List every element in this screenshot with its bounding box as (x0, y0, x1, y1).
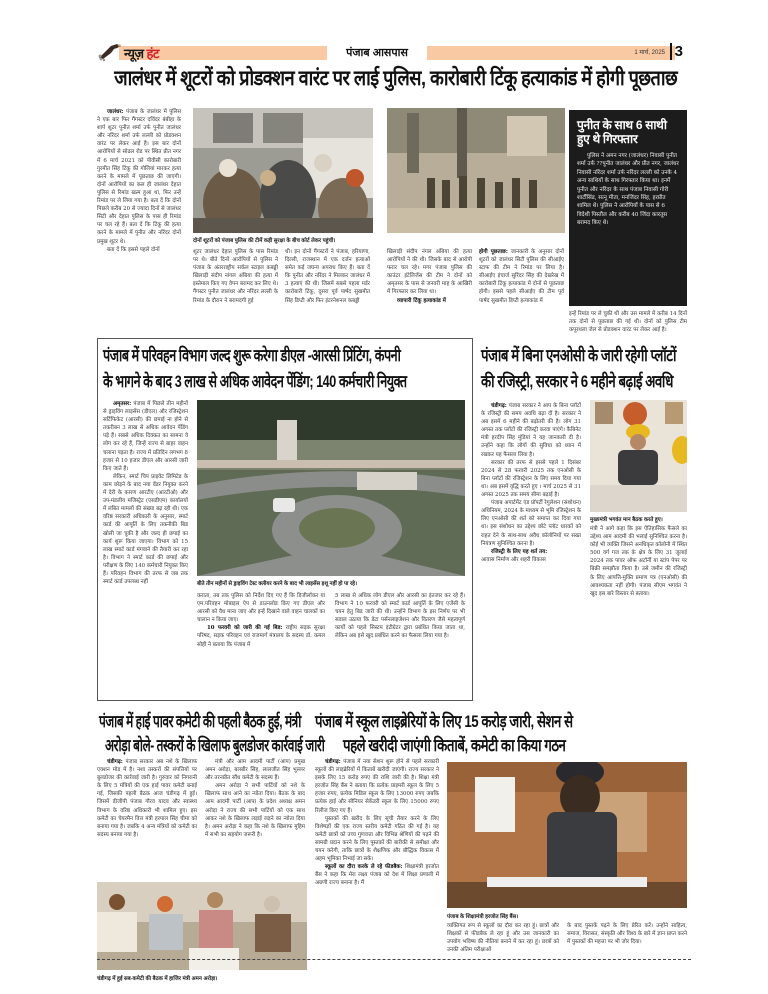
story1-photo-court-crowd (387, 108, 565, 233)
story1-col3: थी। इन दोनों गैंगस्टरों ने पंजाब, हरियाणा, दिल्ली, राजस्थान में एक दर्जन हत्याओं समेत कई जघन्य अपराध किए हैं। बता दें कि पुनीत और नरिंदर ने मिलकर जालंधर में 3 हत्याएं की थी। जिसमें सबसे पहला मर्डर कारोबारी टिंकू, दूसरा पूर्व पार्षद सुखमीत सिंह डिप्टी और फिर इंटरनेशनल कबड्डी (285, 249, 370, 304)
story1-col1-text: पंजाब के जालंधर में पुलिस ने एक बार फिर गैंगस्टर दविंदर बंबीहा के शार्प शूटर पुनीत शर्मा उर्फ पुनीत जालंधर और नरिंदर शर्मा उर्फ लल्ली को प्रोडक्शन वारंट पर लेकर आई है। इस बार दोनों आरोपियों से सोढल रोड पर स्थित प्रीत नगर में 6 मार्च 2021 को पीवीसी कारोबारी गुरमीत सिंह टिंकू की गोलियां मारकर हत्या करने के मामले में पूछताछ की जाएगी। दोनों आरोपियों का कल ही जालंधर देहात पुलिस से रिमांड खत्म हुआ था, फिर उन्हें रिमांड पर ले लिया गया है। बता दें कि दोनों पिछले करीब 20 से ज्यादा दिनों से जालंधर सिटी और देहात पुलिस के पास ही रिमांड पर चल रहे हैं। बता दें कि टिंकू की हत्या करने के मामले में पुनीत और नरिंदर दोनों प्रमुख शूटर थे। (97, 109, 181, 245)
story4-col2-text: मंत्री और आम आदमी पार्टी (आप) प्रमुख अमन अरोड़ा, बलबीर सिंह, लालजीत सिंह भुल्लर और तरनप्रीत सौंध कमेटी के सदस्य हैं। (205, 759, 305, 782)
story5-dateline: चंडीगढ़: (325, 759, 341, 765)
issue-date: 1 मार्च, 2025 (634, 50, 665, 56)
story4-headline-line2: अरोड़ा बोले- तस्करों के खिलाफ बुलडोजर कार्रवाई जारी (105, 736, 325, 755)
masthead (97, 42, 691, 62)
story4-col1-text: पंजाब सरकार अब नशे के खिलाफ एक्शन मोड में है। नशा तस्करों की संपत्तियों पर बुलडोजर की कार्रवाई जारी है। गुरुवार को निगरानी के लिए 5 मंत्रियों की एक हाई पावर कमेटी बनाई गई, जिसकी पहली बैठक आज चंडीगढ़ में हुई। जिसमें डीजीपी पंजाब गौरव यादव और स्वास्थ्य विभाग के वरिष्ठ अधिकारी भी शामिल हुए। इस कमेटी का चेयरमैन वित्त मंत्री हरपाल सिंह चीमा को बनाया गया है। जबकि 4 अन्य मंत्रियों को कमेटी का सदस्य बनाया गया है। (97, 759, 197, 838)
story2-photo-caption: बीते तीन महीनों से ड्राइविंग टेस्ट क्लीयर करने के बाद भी लाइसेंस इशू नहीं हो पा रहे। (197, 581, 358, 587)
story1-col4-subhead: व्यापारी टिंकू हत्याकांड में (397, 297, 446, 304)
story5-photo-education-minister (447, 762, 687, 908)
page-bottom-divider (97, 959, 691, 960)
story1-col5-subhead: होगी पूछताछ: (479, 249, 508, 255)
story4-dateline: चंडीगढ़: (107, 759, 123, 765)
story3-col2: मंत्री ने आगे कहा कि इस ऐतिहासिक फैसले का उद्देश्य आम आदमी की भलाई सुनिश्चित करना है। कोई भी व्यक्ति जिसने अनधिकृत कॉलोनी में स्थित 500 वर्ग गज तक के क्षेत्र के लिए 31 जुलाई 2024 तक पावर ऑफ अटॉर्नी या स्टांप पेपर पर बिक्री समझौता किया है। उसे जमीन की रजिस्ट्री के लिए आपत्ति-मुक्ति प्रमाण पत्र (एनओसी) की आवश्यकता नहीं होगी। पंजाब सीएम भगवंत ने खुद इस बारे विस्तार से बताया। (590, 526, 687, 597)
story2-col1 (103, 400, 188, 586)
story2-col2-subhead: 10 फरवरी को जारी की गई बिड: (207, 625, 283, 632)
story5-col1-text: पंजाब में नया सेशन शुरू होने से पहले सरकारी स्कूलों की लाइब्रेरियों में किताबें खरीदी जाएंगी। राज्य सरकार ने इसके लिए 15 करोड़ रुपए की राशि जारी की है। शिक्षा मंत्री हरजोत सिंह बैंस ने बताया कि प्रत्येक प्राइमरी स्कूल के लिए 5 हजार रुपए, प्रत्येक मिडिल स्कूल के लिए 13000 रुपए जबकि प्रत्येक हाई और सीनियर सेकेंडरी स्कूल के लिए 15000 रुपए रिलीज किए गए हैं। (315, 759, 439, 814)
story2-col3: 5 लाख से अधिक लोग डीएल और आरसी का इंतजार कर रहे हैं। विभाग ने 10 फरवरी को स्मार्ट कार्ड आपूर्ति के लिए एजेंसी के चयन हेतु बिड जारी की थी। उन्होंने विभाग के इस निर्णय पर भी सवाल उठाया कि डेटा पर्सनलाइजेशन और वितरण जैसे महत्वपूर्ण कार्यों को पहले सिस्टम इंटीग्रेटर द्वारा प्रबंधित किया जाता था, लेकिन अब इसे खुद प्रबंधित करने का फैसला लिया गया है। (335, 593, 465, 640)
story1-col5 (479, 248, 564, 305)
story1-col5-text: जानकारी के अनुसार दोनों शूटरों को जालंधर सिटी पुलिस की सीआईए स्टाफ की टीम ने रिमांड पर लिया है। सीआईए इंचार्ज सुरिंदर सिंह की देखरेख में कारोबारी टिंकू हत्याकांड में दोनों से पूछताछ होगी। इससे पहले सीआईए की टीम पूर्व पार्षद सुखमीत डिप्टी हत्याकांड में (479, 249, 564, 304)
story5-col1b: पुस्तकों की खरीद के लिए सूची तैयार करने के लिए विशेषज्ञों की एक राज्य स्तरीय कमेटी गठित की गई है। यह कमेटी छात्रों को उच्च गुणवत्ता और विभिन्न श्रेणियों की पढ़ने की सामग्री प्रदान करने के लिए पुस्तकों की बारीकी से समीक्षा और चयन करेगी, ताकि छात्रों के शैक्षणिक और बौद्धिक विकास में अहम भूमिका निभाई जा सके। (315, 815, 439, 863)
story1-col4 (387, 248, 472, 305)
sidebox-title: पुनीत के साथ 6 साथी हुए थे गिरफ्तार (577, 118, 667, 146)
story2-col2-text: कराता, तब तक पुलिस को निर्देश दिए गए हैं कि डिजीलॉकर या एम.परिवहन मोबाइल ऐप से डाउनलोड किए गए डीएल और आरसी को वैध माना जाए और इन्हें दिखाने वाले वाहन चालकों का चालान न किया जाए। (197, 593, 325, 624)
story3-col1b: सरकार की तरफ से इससे पहले 1 दिसंबर 2024 से 28 फरवरी 2025 तक एनओसी के बिना प्लॉटों की रजिस्ट्रेशन के लिए समय दिया गया था। अब इसमें वृद्धि करते हुए । मार्च 2025 से 31 अगस्त 2025 तक समय सीमा बढ़ाई है। (481, 459, 581, 499)
story2-photo-driving-track (197, 400, 465, 576)
story3-headline-line1: पंजाब में बिना एनओसी के जारी रहेगी प्लॉटों (481, 346, 676, 365)
story1-photo-caption: दोनों शूटरों को पंजाब पुलिस की टीमें कड़ी सुरक्षा के बीच कोर्ट लेकर पहुंची। (193, 238, 336, 244)
story5-headline-line2: पहले खरीदी जाएंगी किताबें, कमेटी का किया गठन (343, 736, 566, 755)
story5-col3: के बाद पुस्तकें पढ़ने के लिए प्रेरित करें। उन्होंने साहित्य, समाज, विरासत, संस्कृति और विश्व के बारे में ज्ञान प्राप्त करने में पुस्तकों की महत्ता पर भी जोर दिया। (567, 923, 687, 946)
story2-col2 (197, 592, 325, 649)
story5-col1 (315, 758, 439, 888)
story4-headline-line1: पंजाब में हाई पावर कमेटी की पहली बैठक हुई, मंत्री (99, 712, 301, 731)
story3-headline-line2: की रजिस्ट्री, सरकार ने 6 महीने बढ़ाई अवधि (481, 372, 673, 391)
story3-photo-caption: मुख्यमंत्री भगवंत मान बैठक करते हुए। (590, 517, 663, 523)
story1-headline: जालंधर में शूटरों को प्रोडक्शन वारंट पर लाई पुलिस, कारोबारी टिंकू हत्याकांड में होगी पूछताछ (114, 67, 678, 90)
eagle-logo-icon (97, 42, 123, 62)
story3-dateline: चंडीगढ़: (491, 403, 507, 409)
story5-col1-subhead: स्कूलों का दौरा करके ले रहे फीडबैक: (325, 864, 403, 871)
story2-dateline: अमृतसर: (113, 401, 132, 407)
brand-part1: न्यूज़ (124, 46, 144, 61)
sidebox-body: पुलिस ने अमन नगर (जालंधर) निवासी पुनीत शर्मा उर्फ ??पुनीत जालंधर और प्रीत नगर, जालंधर निवासी नरिंदर शर्मा उर्फ नरिंदर लल्ली को उनके 4 अन्य साथियों के साथ गिरफ्तार किया था। इनमें पुनीत और नरिंदर के साथ पंजाब निवासी गोरी शार्टीसिंड, सत्नू मीता, मनजिंदर सिंह, हरप्रीत शामिल थे। पुलिस ने आरोपियों के पास से 6 विदेशी पिस्तौल और करीब 40 जिंदा कारतूस बरामद किए थे। (577, 153, 679, 227)
story3-col1-subhead: रजिस्ट्री के लिए यह शर्त तय: (491, 548, 548, 555)
story5-col2: व्यक्तिगत रूप से स्कूलों का दौरा कर रहा हूं। छात्रों और शिक्षकों से फीडबैक ले रहा हूं और उस जानकारी का उपयोग भविष्य की नीतियां बनाने में कर रहा हूं। छात्रों को उनकी अंतिम परीक्षाओं (447, 923, 559, 954)
section-title: पंजाब आसपास (327, 45, 427, 60)
story3-col1d: आवास निर्माण और शहरी विकास (481, 556, 546, 563)
brand-part2: हंट (146, 46, 159, 61)
story4-photo-committee-meeting (97, 882, 307, 970)
story3-col1c: पंजाब अपार्टमेंट एंड प्रॉपर्टी रेगुलेशन (संशोधन) अधिनियम, 2024 के माध्यम से भूमि रजिस्ट्रेशन के लिए एनओसी की शर्त को समाप्त कर दिया गया था। इस संशोधन का उद्देश्य छोटे प्लॉट धारकों को राहत देने के साथ-साथ अवैध कॉलोनियों पर सख्त नियंत्रण सुनिश्चित करना है। (481, 500, 581, 547)
story4-photo-caption: चंडीगढ़ में हुई सब-कमेटी की बैठक में हाजिर मंत्री अमन अरोड़ा। (97, 976, 218, 982)
story2-col1b: लेकिन, स्मार्ट चिप प्राइवेट लिमिटेड के काम छोड़ने के बाद नया वेंडर नियुक्त करने में देरी के कारण आरटीए (आरटीओ) और उप-मंडलीय मजिस्ट्रेट (एसडीएम) कार्यालयों में लंबित मामलों की संख्या बढ़ रही थी। एक वरिष्ठ सरकारी अधिकारी के अनुसार, स्मार्ट कार्ड की आपूर्ति के लिए तकनीकी बिड खोली जा चुकी है और जल्द ही छपाई का कार्य शुरू किया जाएगा। विभाग को 15 लाख स्मार्ट कार्ड मंगवाने की तैयारी कर रहा है। विभाग ने स्मार्ट कार्ड की छपाई और परीक्षण के लिए 140 कर्मचारी नियुक्त किए हैं। परिवहन विभाग की तरफ से जब तक स्मार्ट कार्ड उपलब्ध नहीं (103, 473, 188, 586)
story3-photo-cm-meeting (590, 400, 687, 512)
story2-col2b: राष्ट्रीय सड़क सुरक्षा परिषद, सड़क परिवहन एवं राजमार्ग मंत्रालय के सदस्य डॉ. कमल सोही ने बताया कि पंजाब में (197, 625, 325, 648)
story4-col1 (97, 758, 197, 839)
story1-photo-police-van (193, 108, 373, 233)
page-number: 3 (670, 43, 683, 60)
story3-col1 (481, 402, 581, 564)
story4-col2b: अमन अरोड़ा ने सभी पार्टियों को नशे के खिलाफ साथ आने का न्योता दिया। बैठक के बाद आम आदमी पार्टी (आप) के प्रदेश अध्यक्ष अमन अरोड़ा ने राज्य की सभी पार्टियों को एक साथ आकर नशे के खिलाफ लड़ाई लड़ने का न्योता दिया है। अमन अरोड़ा ने कहा कि नशे के खिलाफ मुहिम में सभी का सहयोग जरूरी है। (205, 783, 305, 838)
story1-dateline: जालंधर: (107, 109, 124, 115)
story2-col1-text: पंजाब में पिछले तीन महीनों से ड्राइविंग लाइसेंस (डीएल) और रजिस्ट्रेशन सर्टिफिकेट (आरसी) की छपाई ना होने से तकरीबन 3 लाख से अधिक आवेदन पेंडिंग पड़े हैं। सबसे अधिक दिक्कत का सामना वे लोग कर रहे हैं, जिन्हें राज्य से बाहर वाहन चलाना पड़ता है। राज्य में प्रतिदिन लगभग 8 हजार से 10 हजार डीएल और आरसी जारी किए जाते हैं। (103, 401, 188, 472)
story1-col4-text: खिलाड़ी संदीप नंगल अंबिया की हत्या आरोपियों ने की थी। जिसके बाद से आरोपी फरार चल रहे। मगर पंजाब पुलिस की काउंटर इंटेलिजेंस की टीम ने दोनों को अमृतसर के पास से जनवरी माह के आखिरी में गिरफ्तार कर लिया था। (387, 249, 472, 296)
newspaper-page (97, 42, 691, 982)
story1-col1 (97, 108, 181, 254)
story5-col1c: शिक्षामंत्री हरजोत बैंस ने कहा कि मेरा लक्ष्य पंजाब को देश में शिक्षा प्रणाली में अग्रणी राज्य बनाना है। मैं (315, 864, 440, 887)
story1-col1b: बता दें कि इससे पहले दोनों (107, 246, 160, 253)
brand-name (124, 44, 159, 62)
story5-photo-caption: पंजाब के शिक्षामंत्री हरजोत सिंह बैंस। (447, 914, 519, 920)
story2-headline-line2: के भागने के बाद 3 लाख से अधिक आवेदन पेंडिंग; 140 कर्मचारी नियुक्त (103, 372, 407, 391)
story1-sidebox (569, 110, 687, 306)
story5-headline-line1: पंजाब में स्कूल लाइब्रेरियों के लिए 15 करोड़ जारी, सेशन से (315, 712, 573, 731)
story4-col2 (205, 758, 305, 839)
story2-headline-line1: पंजाब में परिवहन विभाग जल्द शुरू करेगा डीएल -आरसी प्रिंटिंग, कंपनी (103, 346, 401, 365)
story3-col1-text: पंजाब सरकार ने आप के बिना प्लॉटों के रजिस्ट्री की समय अवधि बढ़ा दी है। सरकार ने अब इसमें 6 महीने की बढ़ोतरी की है। लोग 31 अगस्त तक प्लॉटों की रजिस्ट्री करवा पाएंगे। कैबिनेट मंत्री हरदीप सिंह मुंडियां ने यह जानकारी दी है। उन्होंने कहा कि लोगों की सुविधा को ध्यान में रखकर यह फैसला लिया है। (481, 403, 581, 458)
story1-col6: इन्हें रिमांड पर ले चुकी थी और उस मामले में करीब 14 दिनों तक दोनों से पूछताछ की गई थी। दोनों को पुलिस टीम कपूरथला जेल से प्रोडक्शन वारंट पर लेकर आई है। (569, 311, 687, 334)
story1-col2: शूटर जालंधर देहात पुलिस के पास रिमांड पर थे। बीते दिनों आरोपियों से पुलिस ने पंजाब के अंतरराष्ट्रीय सर्कल स्टाइल कबड्डी खिलाड़ी संदीप नांगल अंबिया की हत्या में इस्तेमाल किए गए वेपन बरामद कर लिए थे। गैंगस्टर पुनीत जालंधर और नरिंदर लल्ली के रिमांड के दौरान ने बरामदगी हुई (193, 249, 278, 304)
